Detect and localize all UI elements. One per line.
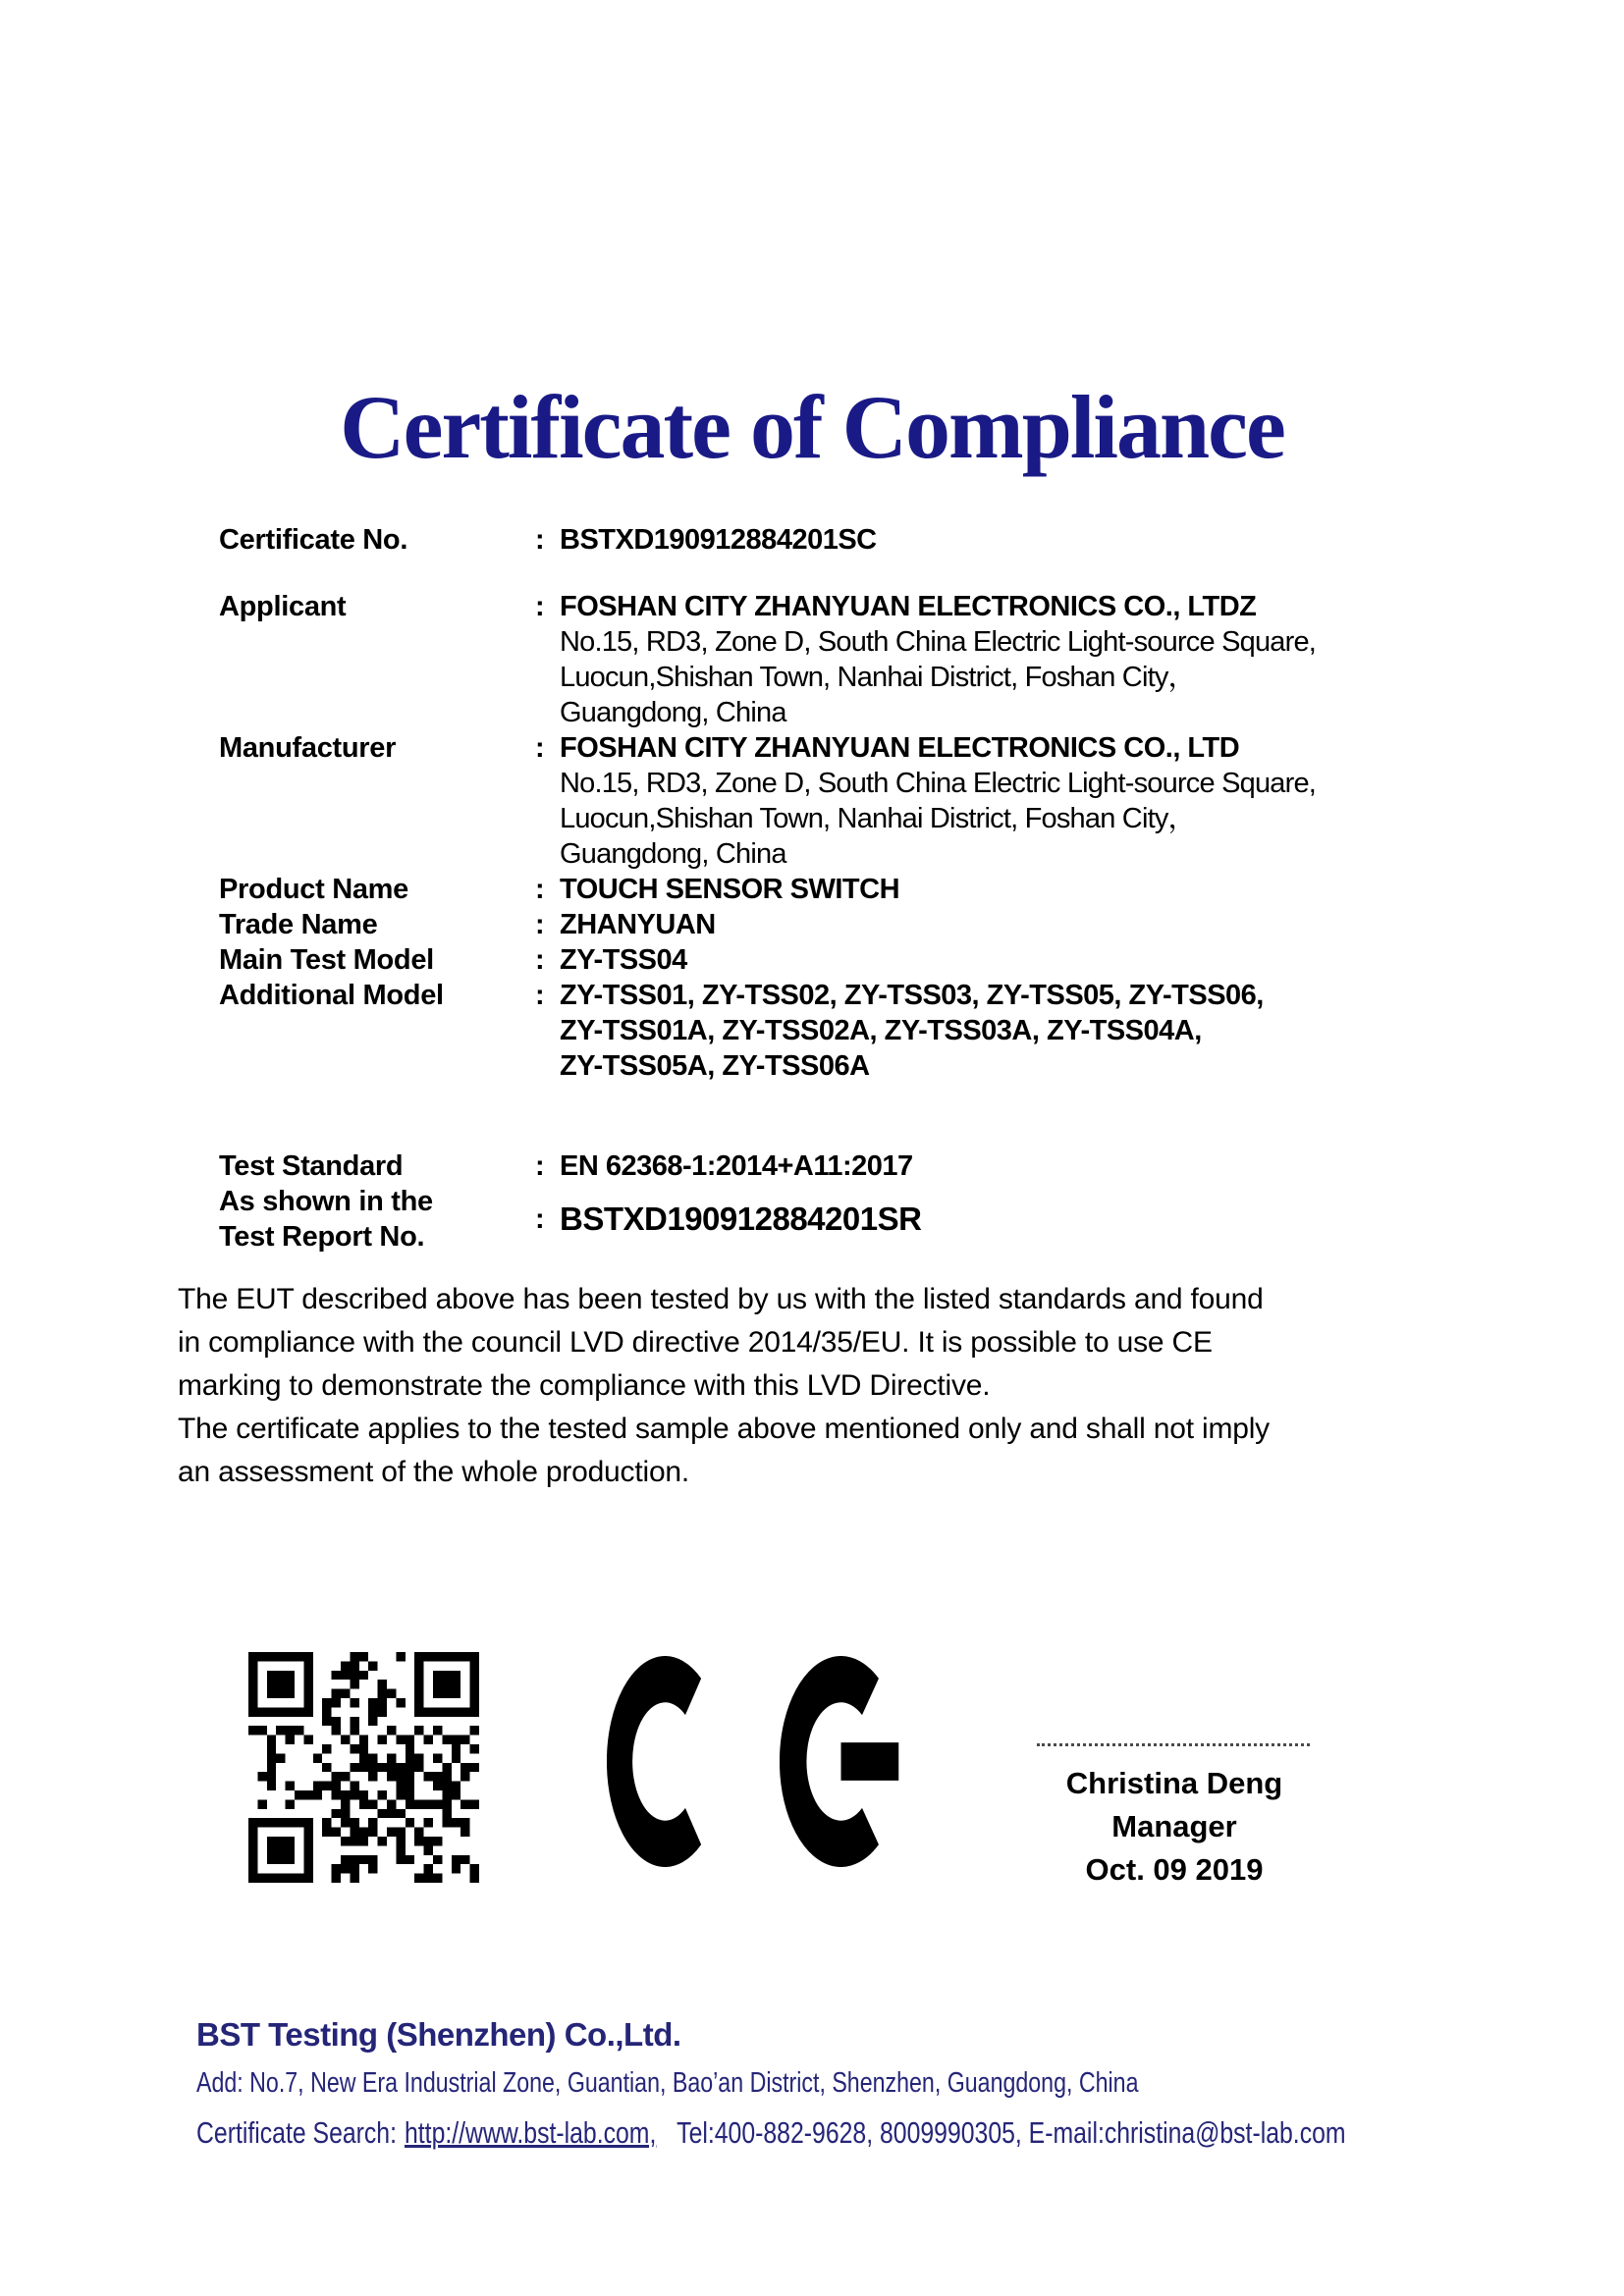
statement-line: The certificate applies to the tested sample above mentioned only and shall not imply [178, 1413, 1270, 1445]
lab-company-name: BST Testing (Shenzhen) Co.,Ltd. [196, 2016, 681, 2053]
footer [196, 2016, 1624, 2151]
field-certificate-no [219, 522, 1456, 558]
product-name-value: TOUCH SENSOR SWITCH [560, 874, 900, 905]
field-applicant [219, 589, 1456, 730]
trade-name-value: ZHANYUAN [560, 909, 716, 940]
manufacturer-address-line: Guangdong, China [560, 838, 786, 870]
ce-mark [607, 1656, 903, 1867]
test-report-label-line: As shown in the [219, 1186, 433, 1217]
ce-letter-c-icon [607, 1656, 724, 1867]
main-test-model-value: ZY-TSS04 [560, 944, 687, 976]
field-additional-model [219, 978, 1456, 1084]
page-title: Certificate of Compliance [340, 377, 1284, 477]
field-colon: : [535, 909, 545, 940]
manufacturer-address-line: No.15, RD3, Zone D, South China Electric Light-source Square, [560, 768, 1317, 799]
manufacturer-name: FOSHAN CITY ZHANYUAN ELECTRONICS CO., LTD [560, 732, 1240, 764]
ce-letter-e-icon [780, 1656, 902, 1867]
statement-line: marking to demonstrate the compliance with this LVD Directive. [178, 1369, 991, 1402]
field-label: Main Test Model [219, 944, 434, 976]
field-label: Manufacturer [219, 732, 397, 764]
statement-line: The EUT described above has been tested by us with the listed standards and found [178, 1283, 1264, 1315]
additional-model-line: ZY-TSS01, ZY-TSS02, ZY-TSS03, ZY-TSS05, ZY-TSS06, [560, 980, 1264, 1011]
field-colon: : [535, 1203, 545, 1235]
field-colon: : [535, 1150, 545, 1182]
field-colon: : [535, 944, 545, 976]
field-label: Additional Model [219, 980, 444, 1011]
additional-model-line: ZY-TSS05A, ZY-TSS06A [560, 1050, 870, 1082]
field-test-standard [219, 1148, 1456, 1184]
lab-contact-info: Tel:400-882-9628, 8009990305, E-mail:christina@bst-lab.com [677, 2115, 1346, 2150]
certificate-search-label: Certificate Search: [196, 2115, 397, 2150]
signature-dotted-line [1037, 1743, 1310, 1746]
field-label: Product Name [219, 874, 408, 905]
field-colon: : [535, 980, 545, 1011]
test-report-value: BSTXD190912884201SR [560, 1201, 922, 1237]
certificate-search-line [196, 2115, 1346, 2151]
field-label: Trade Name [219, 909, 378, 940]
certificate-fields [219, 522, 1456, 1255]
certificate-no-value: BSTXD190912884201SC [560, 524, 877, 556]
field-test-report [219, 1184, 1456, 1255]
applicant-address-line: No.15, RD3, Zone D, South China Electric Light-source Square, [560, 626, 1317, 658]
field-label: Certificate No. [219, 524, 408, 556]
field-colon: : [535, 524, 545, 556]
applicant-address-line: Luocun,Shishan Town, Nanhai District, Foshan City， [560, 662, 1196, 693]
signatory-name: Christina Deng [1065, 1766, 1283, 1800]
statement-line: an assessment of the whole production. [178, 1456, 690, 1488]
field-colon: : [535, 591, 545, 622]
field-product-name [219, 872, 1456, 907]
qr-code [248, 1652, 479, 1883]
field-trade-name [219, 907, 1456, 942]
field-colon: : [535, 874, 545, 905]
compliance-statement [178, 1278, 1484, 1494]
signatory-role: Manager [1111, 1809, 1237, 1843]
statement-line: in compliance with the council LVD directive 2014/35/EU. It is possible to use CE [178, 1326, 1213, 1359]
applicant-address-line: Guangdong, China [560, 697, 786, 728]
manufacturer-address-line: Luocun,Shishan Town, Nanhai District, Foshan City， [560, 803, 1196, 834]
lab-address: Add: No.7, New Era Industrial Zone, Guantian, Bao’an District, Shenzhen, Guangdong, China [196, 2067, 1139, 2099]
test-report-label-line: Test Report No. [219, 1221, 425, 1253]
field-manufacturer [219, 730, 1456, 872]
field-colon: : [535, 732, 545, 764]
additional-model-line: ZY-TSS01A, ZY-TSS02A, ZY-TSS03A, ZY-TSS04A, [560, 1015, 1202, 1046]
signature-block [1037, 1743, 1312, 1892]
field-main-test-model [219, 942, 1456, 978]
applicant-name: FOSHAN CITY ZHANYUAN ELECTRONICS CO., LTDZ [560, 591, 1257, 622]
signature-date: Oct. 09 2019 [1085, 1852, 1264, 1887]
field-label: Test Standard [219, 1150, 404, 1182]
test-standard-value: EN 62368-1:2014+A11:2017 [560, 1150, 913, 1182]
certificate-search-link[interactable]: http://www.bst-lab.com, [405, 2115, 657, 2150]
field-label: Applicant [219, 591, 347, 622]
